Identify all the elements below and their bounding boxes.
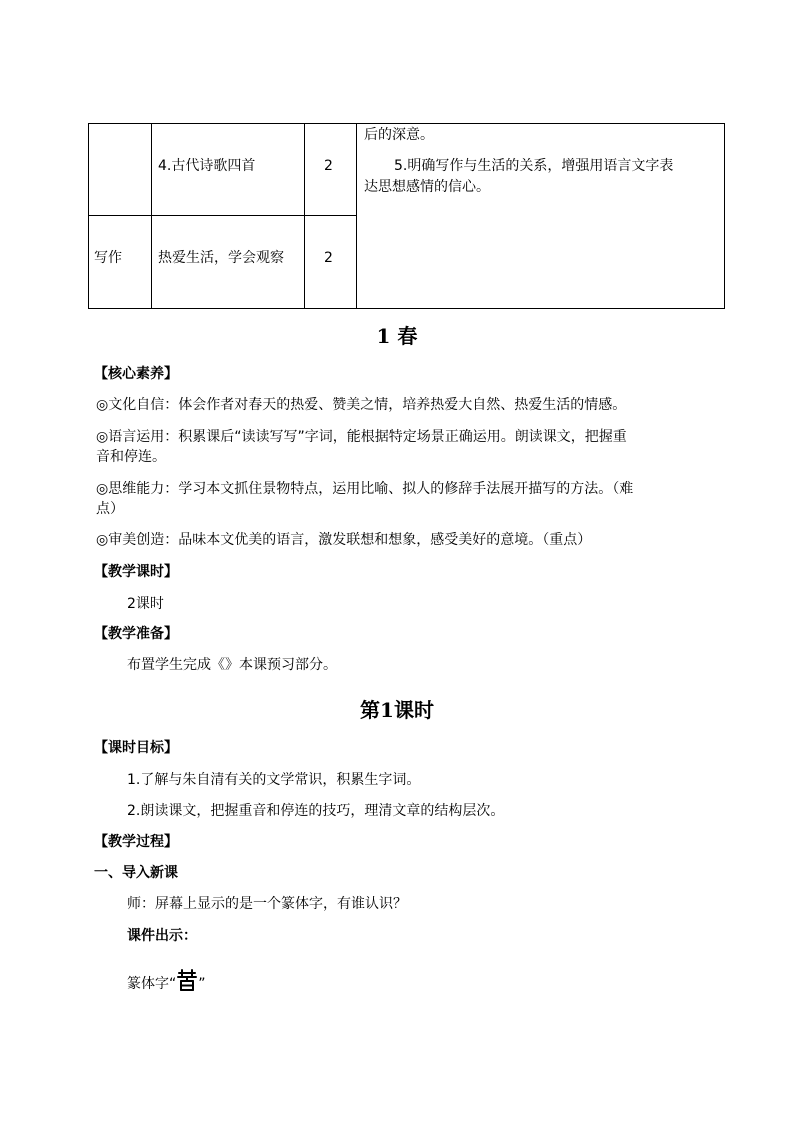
hours-text: 2课时 [127,596,164,612]
process-heading: 【教学过程】 [94,834,178,850]
curriculum-table [88,123,725,309]
core-heading: 【核心素养】 [94,366,178,382]
table-cell-goals-line: 后的深意。 [364,127,434,143]
seal-script-line [127,968,757,994]
step1-title: 一、导入新课 [94,865,178,881]
core-item: ◎文化自信：体会作者对春天的热爱、赞美之情，培养热爱大自然、热爱生活的情感。 [96,397,627,413]
table-cell-hours: 2 [324,250,333,266]
prep-heading: 【教学准备】 [94,626,178,642]
seal-suffix: ” [198,976,206,992]
objectives-heading: 【课时目标】 [94,740,178,756]
objective-item: 1.了解与朱自清有关的文学常识，积累生字词。 [127,772,421,788]
seal-script-chun-image [176,968,198,992]
core-item: ◎语言运用：积累课后“读读写写”字词，能根据特定场景正确运用。朗读课文，把握重 [96,429,627,445]
objective-item: 2.朗读课文，把握重音和停连的技巧，理清文章的结构层次。 [127,803,505,819]
hours-heading: 【教学课时】 [94,564,178,580]
core-item: 点） [96,501,124,517]
seal-prefix: 篆体字“ [127,976,177,992]
table-cell-goals-line: 5.明确写作与生活的关系，增强用语言文字表 [394,158,674,174]
prep-text: 布置学生完成《》本课预习部分。 [127,657,337,673]
core-item: ◎思维能力：学习本文抓住景物特点，运用比喻、拟人的修辞手法展开描写的方法。（难 [96,481,634,497]
core-item: ◎审美创造：品味本文优美的语言，激发联想和想象，感受美好的意境。（重点） [96,532,592,548]
core-item: 音和停连。 [96,449,166,465]
table-cell-hours: 2 [324,158,333,174]
table-cell-goals-line: 达思想感情的信心。 [364,179,490,195]
table-cell-category: 写作 [94,250,122,266]
period-title: 第1课时 [360,698,434,722]
courseware-label: 课件出示： [127,928,197,944]
teacher-line: 师：屏幕上显示的是一个篆体字，有谁认识？ [127,896,407,912]
table-cell-item: 4.古代诗歌四首 [158,158,256,174]
lesson-title: 1 春 [376,324,418,348]
table-cell-item: 热爱生活，学会观察 [158,250,284,266]
